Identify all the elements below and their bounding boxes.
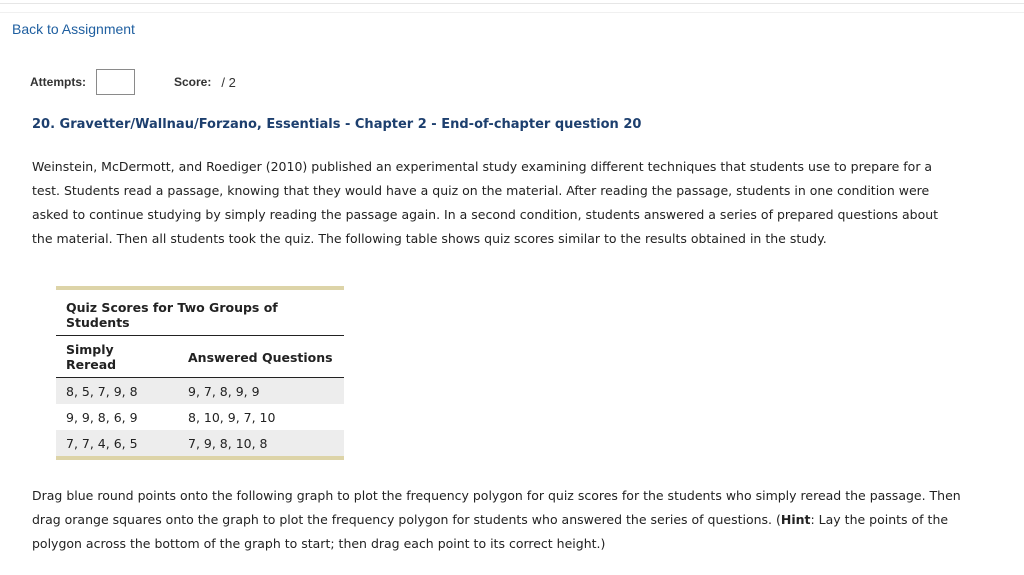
cell-answered-questions: 7, 9, 8, 10, 8 (178, 430, 344, 456)
question-body: Weinstein, McDermott, and Roediger (2010) published an experimental study examining different techniques that students use to prepare for a test. Students read a passage, knowing that they would have a quiz on the material. After reading the passage, students in one condition were asked to continue studying by simply reading the passage again. In a second condition, students answered a series of prepared questions about the material. Then all students took the quiz. The following table shows quiz scores similar to the results obtained in the study. (32, 159, 939, 246)
cell-answered-questions: 8, 10, 9, 7, 10 (188, 409, 276, 425)
table-header-row (56, 336, 344, 378)
attempts-value-box (96, 69, 135, 95)
score-label: Score: (174, 75, 212, 89)
table-row (56, 378, 344, 405)
top-divider (0, 3, 1024, 4)
top-divider-secondary (0, 12, 1024, 13)
table-row (56, 430, 344, 456)
header-answered-questions: Answered Questions (178, 336, 344, 378)
table-bottom-rule (56, 456, 344, 460)
hint-label: Hint (780, 512, 811, 527)
attempts-score-row (30, 68, 236, 96)
cell-simply-reread: 9, 9, 8, 6, 9 (66, 409, 138, 425)
back-to-assignment-link[interactable]: Back to Assignment (12, 21, 135, 37)
graph-instructions (32, 484, 972, 556)
table-row (56, 404, 344, 430)
cell-simply-reread: 7, 7, 4, 6, 5 (56, 430, 178, 456)
score-value: / 2 (221, 74, 236, 90)
cell-answered-questions: 9, 7, 8, 9, 9 (178, 378, 344, 405)
table-caption: Quiz Scores for Two Groups of Students (56, 290, 344, 336)
header-simply-reread: Simply Reread (56, 336, 178, 378)
scores-table (56, 336, 344, 456)
instructions-part-2: : Lay the points of the polygon across the bottom of the graph to start; then drag each point to its correct height.) (32, 512, 949, 551)
attempts-label: Attempts: (30, 75, 86, 89)
quiz-scores-table (56, 286, 344, 460)
question-title: 20. Gravetter/Wallnau/Forzano, Essentials - Chapter 2 - End-of-chapter question 20 (32, 117, 642, 132)
cell-simply-reread: 8, 5, 7, 9, 8 (56, 378, 178, 405)
instructions-part-1: Drag blue round points onto the following graph to plot the frequency polygon for quiz scores for the students who simply reread the passage. Then drag orange squares onto the graph to plot the frequency polygon for students who answered the series of questions. ( (32, 488, 961, 527)
